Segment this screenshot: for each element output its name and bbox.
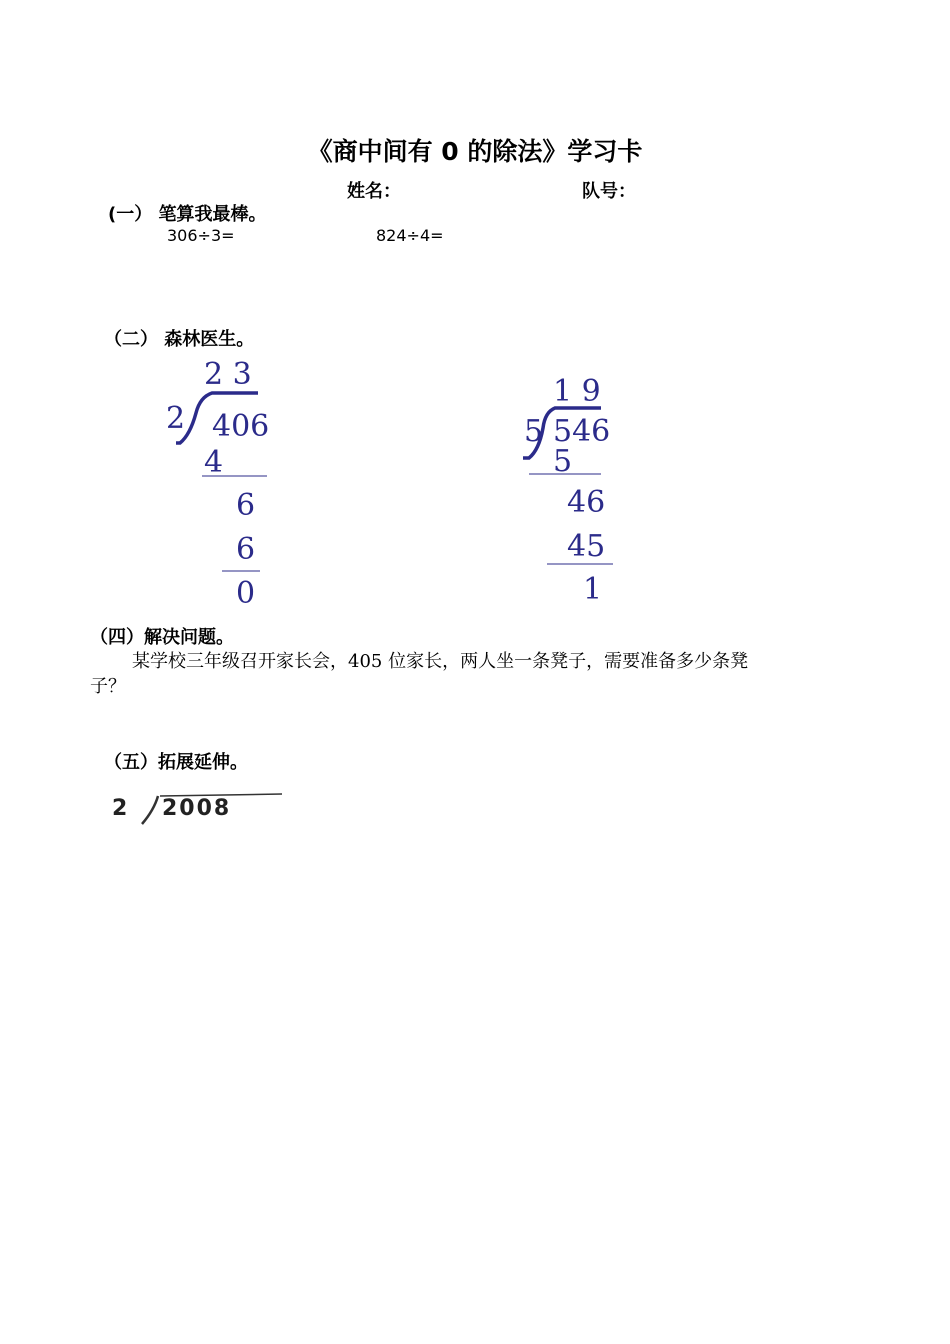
long-division-1 — [160, 355, 275, 610]
section4-heading: （四）解决问题。 — [90, 627, 234, 648]
dividend-1: 406 — [212, 409, 270, 444]
section5-heading: （五）拓展延伸。 — [104, 752, 248, 773]
step-1-1: 4 — [204, 445, 224, 480]
step-1-3: 6 — [236, 532, 256, 567]
step-1-4: 0 — [236, 576, 256, 611]
page-title: 《商中间有 0 的除法》学习卡 — [307, 137, 643, 166]
step-2-3: 45 — [567, 529, 606, 564]
name-label: 姓名： — [347, 181, 401, 202]
quotient-1: 2 3 — [204, 357, 252, 392]
problem-824-div-4: 824÷4= — [376, 226, 444, 245]
divisor-2: 5 — [524, 414, 544, 449]
problem-text-line-2: 子？ — [90, 676, 126, 697]
step-2-2: 46 — [567, 485, 606, 520]
step-1-2: 6 — [236, 488, 256, 523]
step-2-1: 5 — [553, 444, 573, 479]
section1-heading: (一） 笔算我最棒。 — [108, 204, 267, 225]
step-2-4: 1 — [583, 572, 603, 607]
problem-text-line-1: 某学校三年级召开家长会，405 位家长，两人坐一条凳子，需要准备多少条凳 — [132, 651, 749, 672]
divisor-1: 2 — [166, 401, 186, 436]
section2-heading: （二） 森林医生。 — [104, 329, 255, 350]
team-label: 队号： — [582, 181, 636, 202]
division-bracket-1 — [160, 355, 275, 610]
dividend-2: 546 — [553, 414, 611, 449]
dividend-3: 2008 — [162, 796, 232, 821]
quotient-2: 1 9 — [553, 374, 601, 409]
divisor-3: 2 — [112, 796, 128, 821]
problem-306-div-3: 306÷3= — [167, 226, 235, 245]
long-division-2 — [515, 372, 630, 612]
division-2008 — [108, 788, 288, 833]
